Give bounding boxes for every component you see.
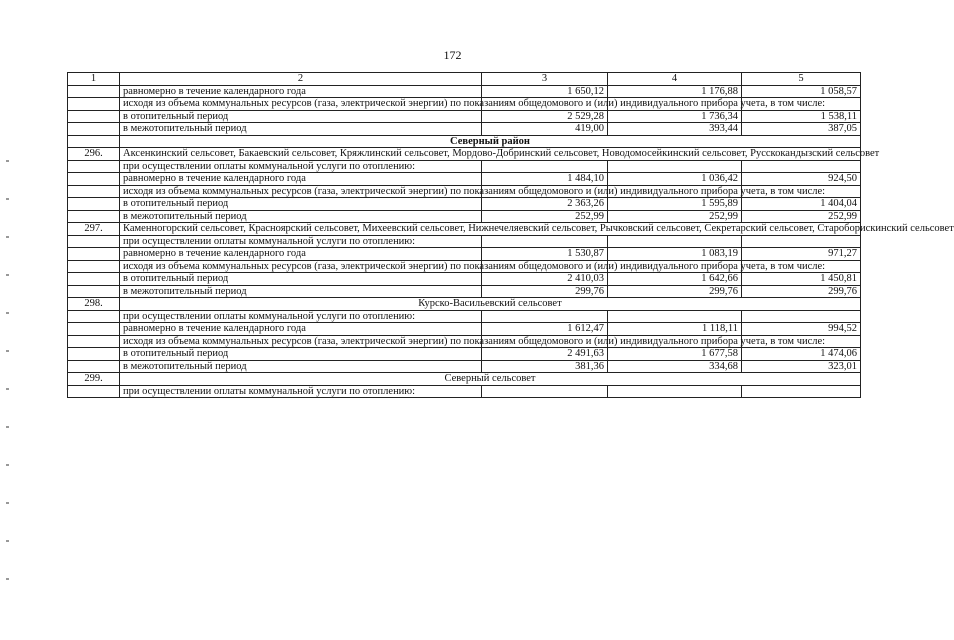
row-number <box>68 185 120 198</box>
value-col-5 <box>742 160 861 173</box>
settlement-row <box>68 223 861 236</box>
table-row <box>68 348 861 361</box>
value-col-4: 393,44 <box>608 123 742 136</box>
value-col-4: 334,68 <box>608 360 742 373</box>
header-col-2: 2 <box>120 73 482 86</box>
value-col-3: 1 530,87 <box>482 248 608 261</box>
value-col-3: 2 410,03 <box>482 273 608 286</box>
row-number <box>68 285 120 298</box>
page-number: 172 <box>443 48 462 62</box>
tariff-table-body <box>68 73 954 398</box>
value-col-3 <box>482 160 608 173</box>
row-number <box>68 385 120 398</box>
value-col-5 <box>742 310 861 323</box>
row-number: 296. <box>68 148 120 161</box>
row-number <box>68 123 120 136</box>
row-description-text: исходя из объема коммунальных ресурсов (газа, электрической энергии) по показаниям общедомового и (или) индивидуального прибора учета, в том числе: <box>123 260 826 272</box>
row-description: в межотопительный период <box>120 285 482 298</box>
row-number <box>68 248 120 261</box>
value-col-5: 1 474,06 <box>742 348 861 361</box>
value-col-4: 1 118,11 <box>608 323 742 336</box>
table-row <box>68 85 861 98</box>
value-col-4: 1 642,66 <box>608 273 742 286</box>
row-description: в межотопительный период <box>120 123 482 136</box>
row-number <box>68 135 120 148</box>
value-col-4 <box>608 235 742 248</box>
value-col-5: 1 450,81 <box>742 273 861 286</box>
table-row <box>68 260 861 273</box>
value-col-4: 1 036,42 <box>608 173 742 186</box>
row-description: в отопительный период <box>120 273 482 286</box>
row-description <box>120 335 826 348</box>
row-number <box>68 235 120 248</box>
row-description <box>120 98 826 111</box>
value-col-4 <box>608 385 742 398</box>
value-col-4: 1 677,58 <box>608 348 742 361</box>
value-col-4 <box>608 160 742 173</box>
row-number <box>68 210 120 223</box>
table-row <box>68 235 861 248</box>
value-col-4: 252,99 <box>608 210 742 223</box>
tariff-table <box>67 72 954 398</box>
value-col-3: 1 484,10 <box>482 173 608 186</box>
table-row <box>68 185 861 198</box>
row-description: равномерно в течение календарного года <box>120 323 482 336</box>
row-description: равномерно в течение календарного года <box>120 248 482 261</box>
value-col-4 <box>608 310 742 323</box>
value-col-4: 1 083,19 <box>608 248 742 261</box>
value-col-5: 994,52 <box>742 323 861 336</box>
row-description <box>120 260 826 273</box>
row-description: в межотопительный период <box>120 210 482 223</box>
value-col-5: 1 058,57 <box>742 85 861 98</box>
table-row <box>68 98 861 111</box>
value-col-3: 1 612,47 <box>482 323 608 336</box>
value-col-4: 1 176,88 <box>608 85 742 98</box>
settlement-names: Аксенкинский сельсовет, Бакаевский сельсовет, Кряжлинский сельсовет, Мордово-Добринский сельсовет, Новодомосейкинский сельсовет, Русскокандызский сельсовет <box>120 148 861 161</box>
district-row <box>68 135 861 148</box>
row-number: 297. <box>68 223 120 236</box>
row-number <box>68 348 120 361</box>
row-number: 299. <box>68 373 120 386</box>
value-col-3: 2 363,26 <box>482 198 608 211</box>
table-row <box>68 360 861 373</box>
value-col-5: 971,27 <box>742 248 861 261</box>
value-col-3: 2 529,28 <box>482 110 608 123</box>
row-description: равномерно в течение календарного года <box>120 173 482 186</box>
row-number: 298. <box>68 298 120 311</box>
value-col-3 <box>482 385 608 398</box>
value-col-5 <box>742 385 861 398</box>
row-description: в отопительный период <box>120 348 482 361</box>
value-col-5: 1 404,04 <box>742 198 861 211</box>
row-description: в межотопительный период <box>120 360 482 373</box>
table-row <box>68 385 861 398</box>
value-col-3: 419,00 <box>482 123 608 136</box>
header-col-1: 1 <box>68 73 120 86</box>
value-col-3 <box>482 310 608 323</box>
value-col-5: 1 538,11 <box>742 110 861 123</box>
settlement-row <box>68 298 861 311</box>
value-col-4: 1 595,89 <box>608 198 742 211</box>
value-col-3: 1 650,12 <box>482 85 608 98</box>
value-col-5: 387,05 <box>742 123 861 136</box>
settlement-row <box>68 373 861 386</box>
value-col-5 <box>742 235 861 248</box>
row-description <box>120 185 826 198</box>
table-row <box>68 285 861 298</box>
row-number <box>68 310 120 323</box>
table-row <box>68 160 861 173</box>
value-col-5: 252,99 <box>742 210 861 223</box>
table-row <box>68 210 861 223</box>
row-number <box>68 173 120 186</box>
row-description: при осуществлении оплаты коммунальной услуги по отоплению: <box>120 235 482 248</box>
row-description: при осуществлении оплаты коммунальной услуги по отоплению: <box>120 385 482 398</box>
table-row <box>68 248 861 261</box>
value-col-5: 323,01 <box>742 360 861 373</box>
settlement-names: Северный сельсовет <box>120 373 861 386</box>
row-description: при осуществлении оплаты коммунальной услуги по отоплению: <box>120 310 482 323</box>
header-col-4: 4 <box>608 73 742 86</box>
table-row <box>68 310 861 323</box>
row-number <box>68 198 120 211</box>
row-description: равномерно в течение календарного года <box>120 85 482 98</box>
table-row <box>68 323 861 336</box>
value-col-3: 252,99 <box>482 210 608 223</box>
row-description: в отопительный период <box>120 110 482 123</box>
value-col-5: 299,76 <box>742 285 861 298</box>
value-col-3: 2 491,63 <box>482 348 608 361</box>
row-number <box>68 160 120 173</box>
table-row <box>68 173 861 186</box>
row-number <box>68 360 120 373</box>
scan-margin-marks <box>6 160 9 600</box>
settlement-names: Курско-Васильевский сельсовет <box>120 298 861 311</box>
table-row <box>68 273 861 286</box>
column-number-header <box>68 73 861 86</box>
row-number <box>68 110 120 123</box>
header-col-5: 5 <box>742 73 861 86</box>
table-row <box>68 110 861 123</box>
value-col-5: 924,50 <box>742 173 861 186</box>
header-col-3: 3 <box>482 73 608 86</box>
row-number <box>68 260 120 273</box>
row-description: в отопительный период <box>120 198 482 211</box>
value-col-3: 299,76 <box>482 285 608 298</box>
settlement-row <box>68 148 861 161</box>
row-number <box>68 98 120 111</box>
value-col-3 <box>482 235 608 248</box>
row-number <box>68 323 120 336</box>
table-row <box>68 123 861 136</box>
table-row <box>68 198 861 211</box>
row-number <box>68 273 120 286</box>
row-number <box>68 335 120 348</box>
value-col-4: 299,76 <box>608 285 742 298</box>
row-description-text: исходя из объема коммунальных ресурсов (газа, электрической энергии) по показаниям общедомового и (или) индивидуального прибора учета, в том числе: <box>123 98 826 109</box>
settlement-names: Каменногорский сельсовет, Красноярский сельсовет, Михеевский сельсовет, Нижнечеляевский сельсовет, Рычковский сельсовет, Секретарский сельсовет, Староборискинский сельсовет <box>120 223 861 236</box>
value-col-3: 381,36 <box>482 360 608 373</box>
value-col-4: 1 736,34 <box>608 110 742 123</box>
row-number <box>68 85 120 98</box>
table-row <box>68 335 861 348</box>
row-description-text: исходя из объема коммунальных ресурсов (газа, электрической энергии) по показаниям общедомового и (или) индивидуального прибора учета, в том числе: <box>123 335 826 347</box>
district-name: Северный район <box>120 135 861 148</box>
row-description-text: исходя из объема коммунальных ресурсов (газа, электрической энергии) по показаниям общедомового и (или) индивидуального прибора учета, в том числе: <box>123 185 826 197</box>
row-description: при осуществлении оплаты коммунальной услуги по отоплению: <box>120 160 482 173</box>
